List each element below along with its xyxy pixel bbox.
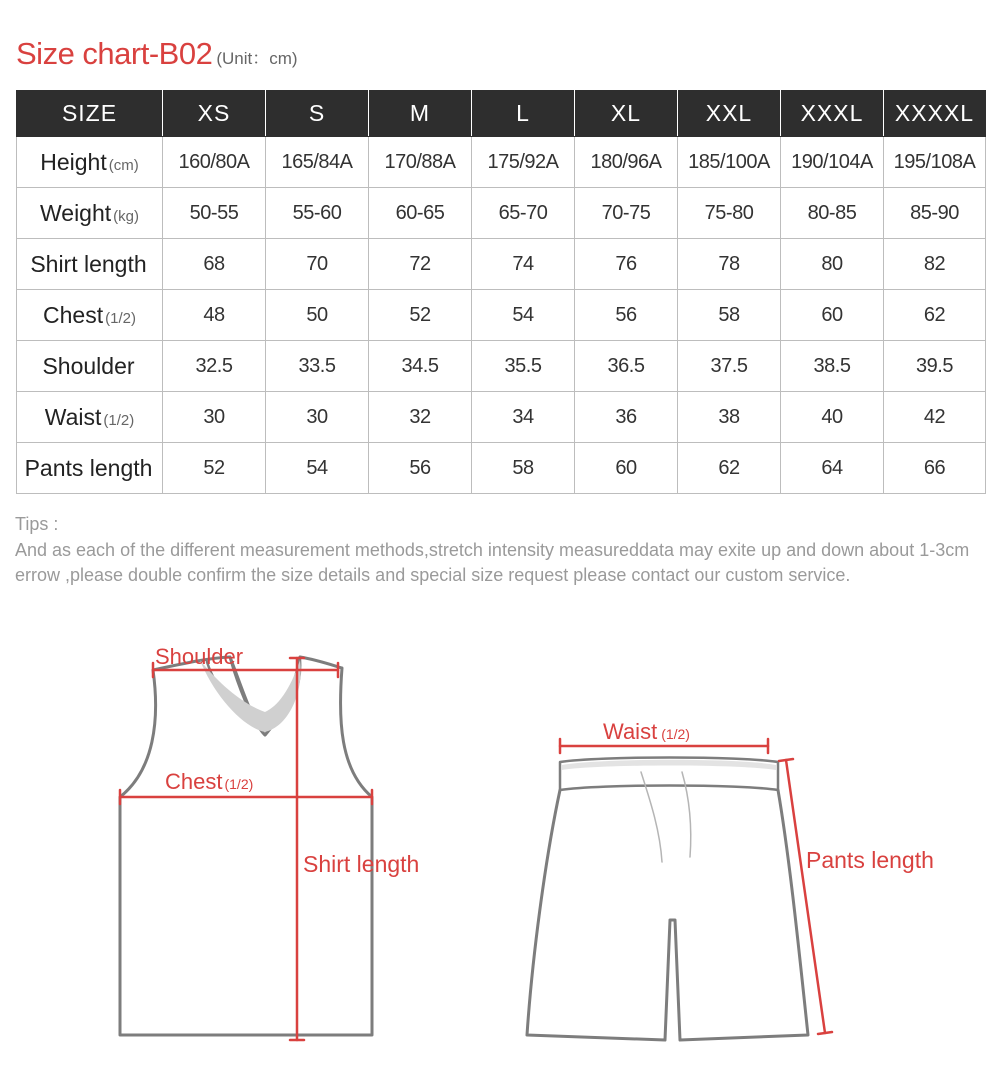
row-label-text: Pants length <box>24 454 153 481</box>
row-label <box>17 239 163 290</box>
chest-label-unit: (1/2) <box>224 776 254 792</box>
row-label <box>17 290 163 341</box>
table-cell: 56 <box>369 443 472 494</box>
pants-length-label: Pants length <box>806 847 934 873</box>
measurement-diagram <box>0 630 1000 1080</box>
tips-title: Tips : <box>15 514 59 534</box>
table-cell: 38.5 <box>781 341 884 392</box>
row-label-text: Shoulder <box>42 352 135 379</box>
table-cell: 55-60 <box>266 188 369 239</box>
table-cell: 36 <box>575 392 678 443</box>
table-cell: 190/104A <box>781 137 884 188</box>
waist-label <box>603 719 690 744</box>
measure-lines <box>120 658 832 1040</box>
table-cell: 80 <box>781 239 884 290</box>
row-label-unit: (1/2) <box>103 411 135 429</box>
waist-label-unit: (1/2) <box>661 726 690 742</box>
row-label-text: Chest <box>43 301 104 328</box>
table-row-waist <box>17 392 986 443</box>
table-row-shirt-length <box>17 239 986 290</box>
table-cell: 85-90 <box>884 188 986 239</box>
tips-text: And as each of the different measurement methods,stretch intensity measureddata may exite up and down about 1-3cm errow ,please double confirm the size details and special size request please contact our custom service. <box>15 540 970 585</box>
table-cell: 32.5 <box>163 341 266 392</box>
table-cell: 180/96A <box>575 137 678 188</box>
row-label-text: Height <box>40 148 107 175</box>
header-size-xxl: XXL <box>678 91 781 137</box>
table-row-pants-length <box>17 443 986 494</box>
table-cell: 30 <box>163 392 266 443</box>
pants-length-measure-tick <box>818 1032 832 1034</box>
header-size-xxxl: XXXL <box>781 91 884 137</box>
table-cell: 75-80 <box>678 188 781 239</box>
table-cell: 62 <box>884 290 986 341</box>
table-header-row <box>17 91 986 137</box>
header-size-l: L <box>472 91 575 137</box>
table-cell: 36.5 <box>575 341 678 392</box>
table-cell: 40 <box>781 392 884 443</box>
table-cell: 68 <box>163 239 266 290</box>
table-cell: 39.5 <box>884 341 986 392</box>
row-label-text: Shirt length <box>30 250 147 277</box>
header-size-xs: XS <box>163 91 266 137</box>
row-label <box>17 137 163 188</box>
table-cell: 74 <box>472 239 575 290</box>
shorts-waistband-shade <box>562 760 776 770</box>
table-row-chest <box>17 290 986 341</box>
table-cell: 62 <box>678 443 781 494</box>
row-label <box>17 443 163 494</box>
table-cell: 50 <box>266 290 369 341</box>
title-main: Size chart-B02 <box>16 36 213 71</box>
table-cell: 80-85 <box>781 188 884 239</box>
table-cell: 42 <box>884 392 986 443</box>
table-cell: 48 <box>163 290 266 341</box>
table-row-shoulder <box>17 341 986 392</box>
tips-section <box>15 512 975 588</box>
table-cell: 30 <box>266 392 369 443</box>
table-cell: 33.5 <box>266 341 369 392</box>
table-row-weight <box>17 188 986 239</box>
table-cell: 56 <box>575 290 678 341</box>
table-cell: 65-70 <box>472 188 575 239</box>
row-label-text: Waist <box>44 403 102 430</box>
table-cell: 50-55 <box>163 188 266 239</box>
chest-label-text: Chest <box>165 769 223 794</box>
header-size-label: SIZE <box>17 91 163 137</box>
row-label <box>17 188 163 239</box>
row-label-text: Weight <box>39 199 112 226</box>
row-label-unit: (kg) <box>113 207 139 225</box>
table-cell: 35.5 <box>472 341 575 392</box>
header-size-xxxxl: XXXXL <box>884 91 986 137</box>
table-row-height <box>17 137 986 188</box>
pants-length-measure-tick <box>779 759 793 761</box>
table-cell: 64 <box>781 443 884 494</box>
row-label-unit: (cm) <box>108 156 139 174</box>
table-cell: 38 <box>678 392 781 443</box>
table-cell: 60 <box>575 443 678 494</box>
table-cell: 34 <box>472 392 575 443</box>
table-cell: 72 <box>369 239 472 290</box>
table-cell: 58 <box>678 290 781 341</box>
shoulder-label: Shoulder <box>155 644 244 669</box>
table-cell: 54 <box>472 290 575 341</box>
row-label <box>17 392 163 443</box>
table-cell: 66 <box>884 443 986 494</box>
table-cell: 52 <box>163 443 266 494</box>
table-cell: 60 <box>781 290 884 341</box>
table-cell: 185/100A <box>678 137 781 188</box>
table-cell: 54 <box>266 443 369 494</box>
table-cell: 82 <box>884 239 986 290</box>
shirt-length-label: Shirt length <box>303 851 420 877</box>
table-cell: 37.5 <box>678 341 781 392</box>
table-cell: 70-75 <box>575 188 678 239</box>
title-unit: (Unit：cm) <box>216 49 298 68</box>
header-size-s: S <box>266 91 369 137</box>
waist-label-text: Waist <box>603 719 658 744</box>
table-cell: 58 <box>472 443 575 494</box>
table-cell: 160/80A <box>163 137 266 188</box>
page-title <box>16 36 298 72</box>
table-cell: 170/88A <box>369 137 472 188</box>
size-table <box>16 90 986 494</box>
table-cell: 32 <box>369 392 472 443</box>
table-cell: 195/108A <box>884 137 986 188</box>
shorts-illustration <box>527 758 808 1041</box>
table-cell: 34.5 <box>369 341 472 392</box>
table-cell: 165/84A <box>266 137 369 188</box>
table-cell: 60-65 <box>369 188 472 239</box>
table-cell: 78 <box>678 239 781 290</box>
header-size-m: M <box>369 91 472 137</box>
table-cell: 76 <box>575 239 678 290</box>
row-label-unit: (1/2) <box>105 309 136 327</box>
row-label <box>17 341 163 392</box>
table-cell: 52 <box>369 290 472 341</box>
table-cell: 175/92A <box>472 137 575 188</box>
chest-label <box>165 769 253 794</box>
header-size-xl: XL <box>575 91 678 137</box>
table-cell: 70 <box>266 239 369 290</box>
